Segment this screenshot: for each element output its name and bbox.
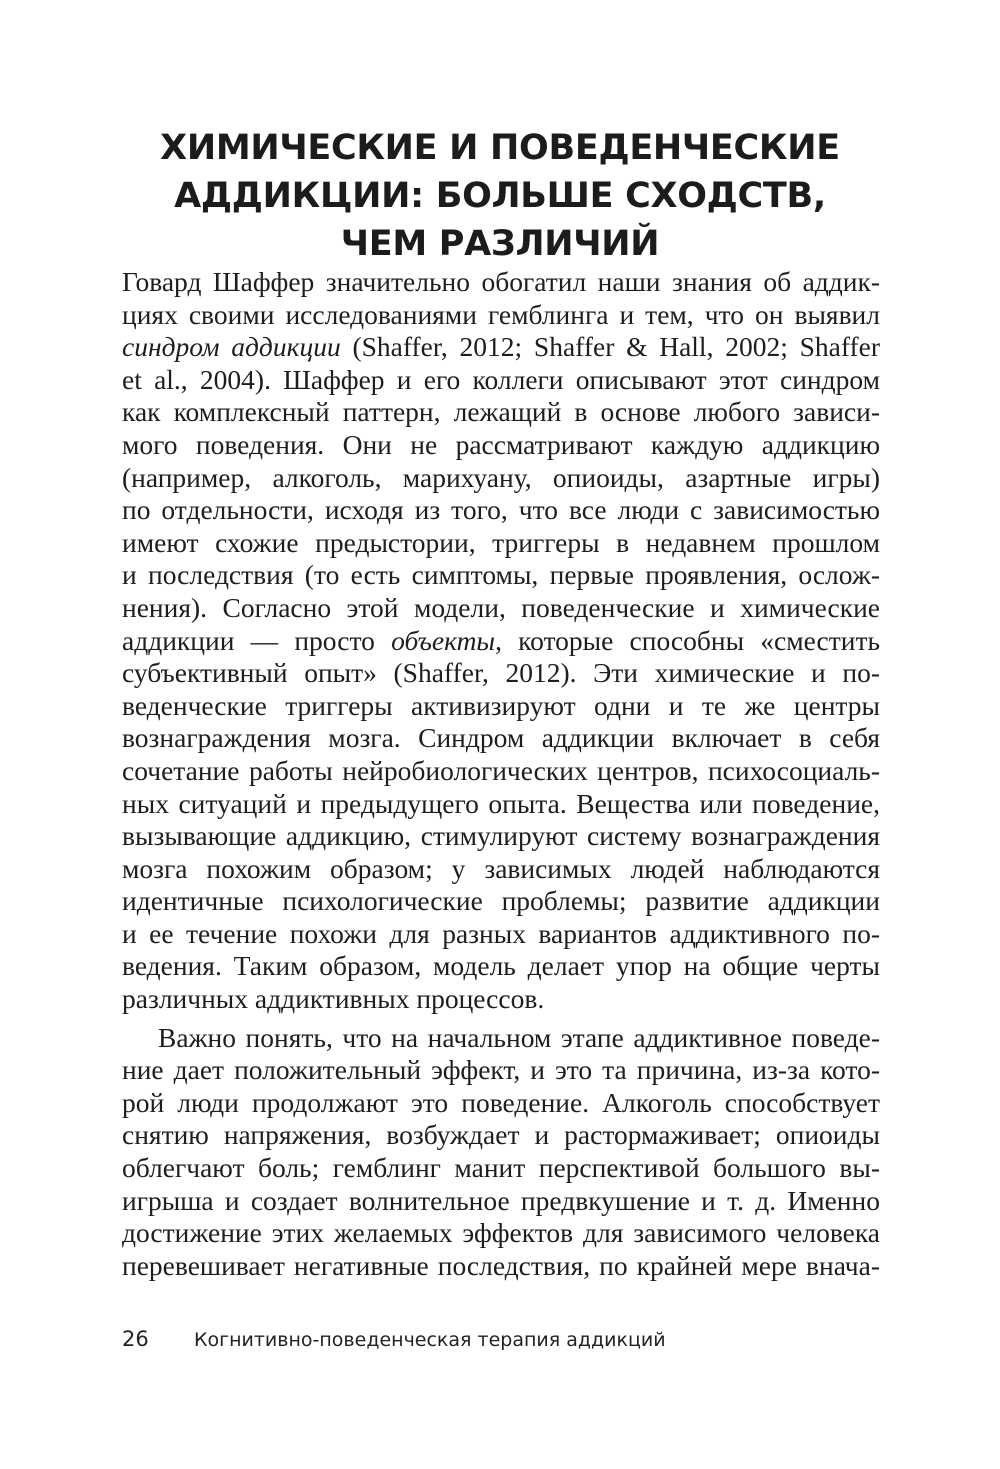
paragraph-2	[122, 1022, 880, 1283]
text-line: и ее течение похожи для разных вариантов аддиктивного по-	[122, 917, 880, 949]
text-line: Важно понять, что на начальном этапе аддиктивное поведе-	[158, 1021, 880, 1053]
text-line: игрыша и создает волнительное предвкушение и т. д. Именно	[122, 1184, 880, 1216]
text-line: снятию напряжения, возбуждает и растормаживает; опиоиды	[122, 1119, 880, 1151]
text-line: сочетание работы нейробиологических центров, психосоциаль-	[122, 754, 880, 786]
text-line: вызывающие аддикцию, стимулируют систему вознаграждения	[122, 820, 880, 852]
heading-line: ХИМИЧЕСКИЕ И ПОВЕДЕНЧЕСКИЕ	[160, 128, 840, 168]
text-line: ных ситуаций и предыдущего опыта. Вещества или поведение,	[122, 787, 880, 819]
running-title: Когнитивно-поведенческая терапия аддикций	[194, 1329, 666, 1351]
text-line: вознаграждения мозга. Синдром аддикции включает в себя	[122, 722, 880, 754]
paragraph-1	[122, 266, 880, 1016]
text-line: имеют схожие предыстории, триггеры в недавнем прошлом	[122, 526, 880, 558]
text-line	[122, 625, 880, 658]
text-line: нения). Согласно этой модели, поведенческие и химические	[122, 591, 880, 623]
text-line: циях своими исследованиями гемблинга и тем, что он выявил	[122, 298, 880, 330]
text-line: как комплексный паттерн, лежащий в основе любого зависи-	[122, 396, 880, 428]
text-fragment: аддикции — просто	[122, 624, 392, 656]
text-line: идентичные психологические проблемы; развитие аддикции	[122, 885, 880, 917]
text-line: субъективный опыт» (Shaffer, 2012). Эти химические и по-	[122, 657, 880, 689]
text-line: различных аддиктивных процессов.	[122, 983, 545, 1015]
text-line: et al., 2004). Шаффер и его коллеги описывают этот синдром	[122, 363, 880, 395]
text-line: мого поведения. Они не рассматривают каждую аддикцию	[122, 428, 880, 460]
text-line: и последствия (то есть симптомы, первые проявления, ослож-	[122, 559, 880, 591]
text-line: достижение этих желаемых эффектов для зависимого человека	[122, 1217, 880, 1249]
text-fragment: , которые способны «сместить	[495, 624, 880, 656]
body-text	[122, 266, 880, 1282]
chapter-heading	[100, 124, 900, 268]
text-line: облегчают боль; гемблинг манит перспективой большого вы-	[122, 1152, 880, 1184]
text-fragment: (Shaffer, 2012; Shaffer & Hall, 2002; Shaffer	[340, 331, 881, 363]
text-line	[122, 331, 880, 364]
heading-line: АДДИКЦИИ: БОЛЬШЕ СХОДСТВ,	[174, 176, 826, 216]
text-line: ведения. Таким образом, модель делает упор на общие черты	[122, 950, 880, 982]
text-line: мозга похожим образом; у зависимых людей наблюдаются	[122, 852, 880, 884]
heading-line: ЧЕМ РАЗЛИЧИЙ	[340, 224, 660, 264]
text-line: ние дает положительный эффект, и это та причина, из-за кото-	[122, 1054, 880, 1086]
text-line: (например, алкоголь, марихуану, опиоиды, азартные игры)	[122, 461, 880, 493]
text-line: Говард Шаффер значительно обогатил наши знания об аддик-	[122, 266, 880, 297]
text-line: перевешивает негативные последствия, по крайней мере внача-	[122, 1249, 880, 1281]
italic-term: объекты	[391, 624, 496, 656]
text-line: по отдельности, исходя из того, что все люди с зависимостью	[122, 494, 880, 526]
page-footer	[122, 1326, 880, 1353]
italic-term: синдром аддикции	[122, 331, 341, 363]
page-number: 26	[122, 1327, 149, 1351]
text-line: рой люди продолжают это поведение. Алкоголь способствует	[122, 1086, 880, 1118]
text-line: веденческие триггеры активизируют одни и те же центры	[122, 689, 880, 721]
